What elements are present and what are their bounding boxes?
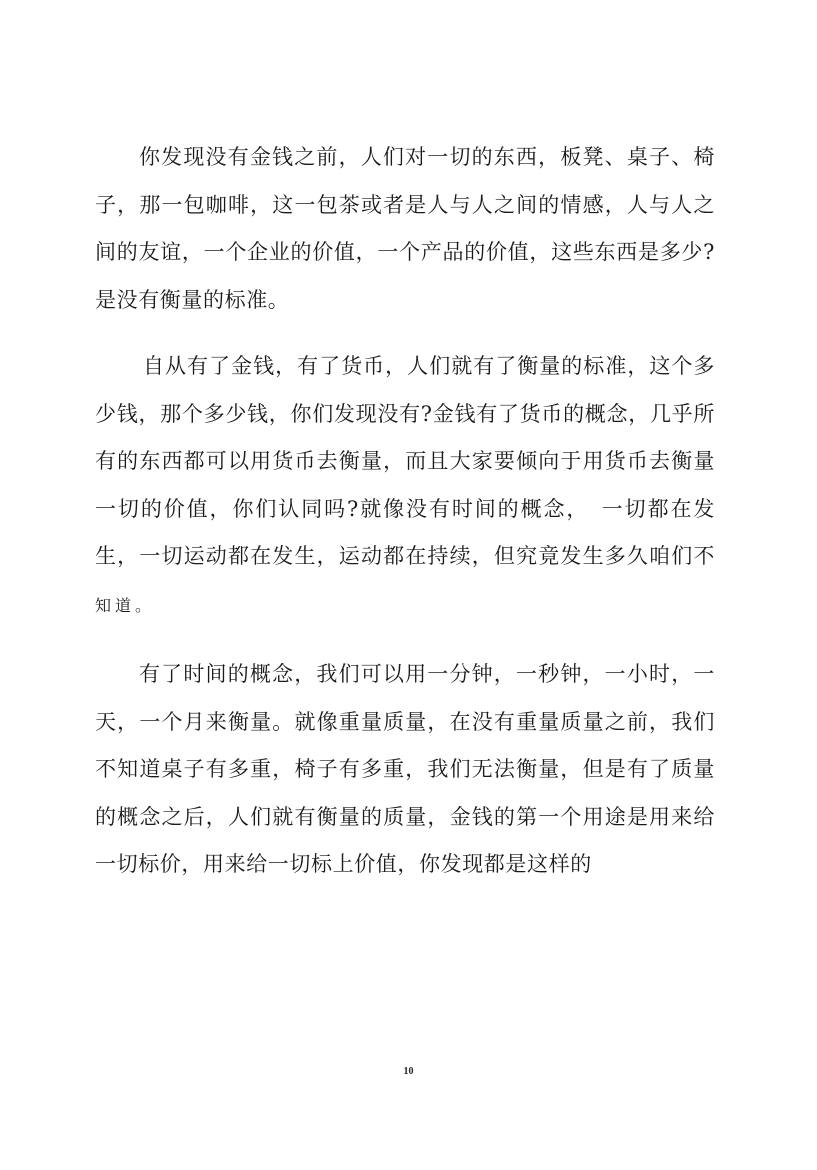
paragraph-2-tail: 知道。 [95, 595, 156, 615]
paragraph-3: 有了时间的概念，我们可以用一分钟，一秒钟，一小时，一天，一个月来衡量。就像重量质量，在没有重量质量之前，我们不知道桌子有多重，椅子有多重，我们无法衡量，但是有了质量的概念之后，人们就有衡量的质量，金钱的第一个用途是用来给一切标价，用来给一切标上价值，你发现都是这样的 [95, 662, 715, 876]
page-number: 10 [403, 1066, 414, 1077]
paragraph-1: 你发现没有金钱之前，人们对一切的东西，板凳、桌子、椅子，那一包咖啡，这一包茶或者是人与人之间的情感，人与人之间的友谊，一个企业的价值，一个产品的价值，这些东西是多少?是没有衡量的标准。 [95, 145, 715, 312]
paragraph-2 [95, 343, 715, 629]
paragraph-2-text: 自从有了金钱，有了货币，人们就有了衡量的标准，这个多少钱，那个多少钱，你们发现没有?金钱有了货币的概念，几乎所有的东西都可以用货币去衡量，而且大家要倾向于用货币去衡量一切的价值，你们认同吗?就像没有时间的概念， 一切都在发生，一切运动都在发生，运动都在持续，但究竟发生多久咱们不 [95, 354, 715, 568]
